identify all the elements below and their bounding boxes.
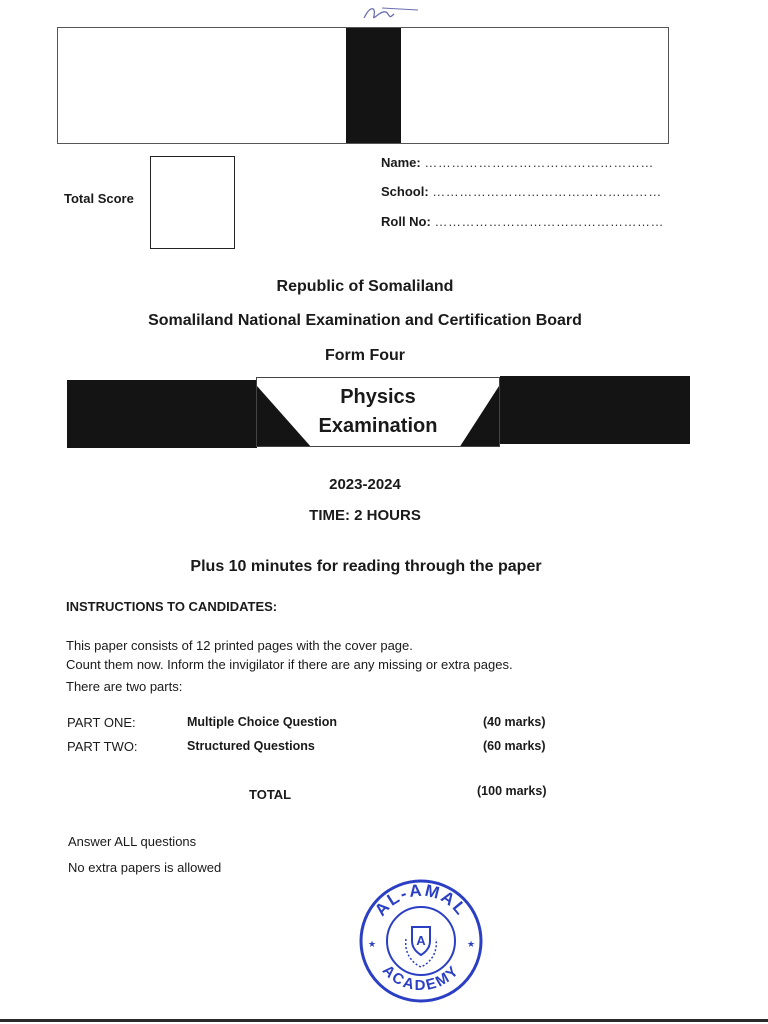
school-label: School: [381,184,429,199]
school-dots: …………………………………………… [432,184,662,199]
subject-line-2: Examination [318,415,438,437]
name-dots: …………………………………………… [424,155,654,170]
exam-time: TIME: 2 HOURS [309,507,421,524]
republic-title: Republic of Somaliland [276,278,454,295]
part-one-label: PART ONE: [67,715,136,730]
answer-all-note: Answer ALL questions [68,834,197,849]
seal-center-letter: A [416,933,426,948]
part-two-label: PART TWO: [67,739,138,754]
form-title: Form Four [325,347,405,364]
total-label: TOTAL [249,787,292,802]
total-marks: (100 marks) [477,784,547,798]
instruction-line-1: This paper consists of 12 printed pages with the cover page. [66,638,413,653]
instructions-heading: INSTRUCTIONS TO CANDIDATES: [66,599,278,614]
part-two-description: Structured Questions [187,739,315,753]
roll-field [381,214,664,229]
subject-line-1: Physics [340,386,416,408]
academy-seal-stamp [354,877,488,1005]
roll-dots: …………………………………………… [434,214,664,229]
subject-title [257,383,499,441]
bottom-border-line [0,1019,768,1022]
total-score-box [150,156,235,249]
reading-time-note: Plus 10 minutes for reading through the paper [190,558,542,575]
instruction-line-2: Count them now. Inform the invigilator if there are any missing or extra pages. [66,657,513,672]
svg-text:★: ★ [368,939,377,949]
svg-text:AL-AMAL [371,881,471,920]
subject-banner [256,377,500,447]
exam-year: 2023-2024 [329,476,401,493]
name-label: Name: [381,155,421,170]
no-extra-paper-note: No extra papers is allowed [68,860,222,875]
instruction-line-3: There are two parts: [66,679,183,694]
part-one-marks: (40 marks) [483,715,546,729]
handwritten-mark [360,2,420,24]
total-score-label: Total Score [64,191,134,206]
board-title: Somaliland National Examination and Certification Board [148,312,582,329]
seal-text-bottom: ACADEMY [378,961,464,994]
roll-label: Roll No: [381,214,431,229]
part-one-description: Multiple Choice Question [187,715,338,729]
part-two-marks: (60 marks) [483,739,546,753]
svg-text:★: ★ [467,939,476,949]
school-field [381,184,662,199]
seal-text-top: AL-AMAL [370,880,472,920]
black-divider-bar [346,28,401,143]
banner-right-band [500,376,690,444]
banner-left-band [67,380,257,448]
name-field [381,155,654,170]
